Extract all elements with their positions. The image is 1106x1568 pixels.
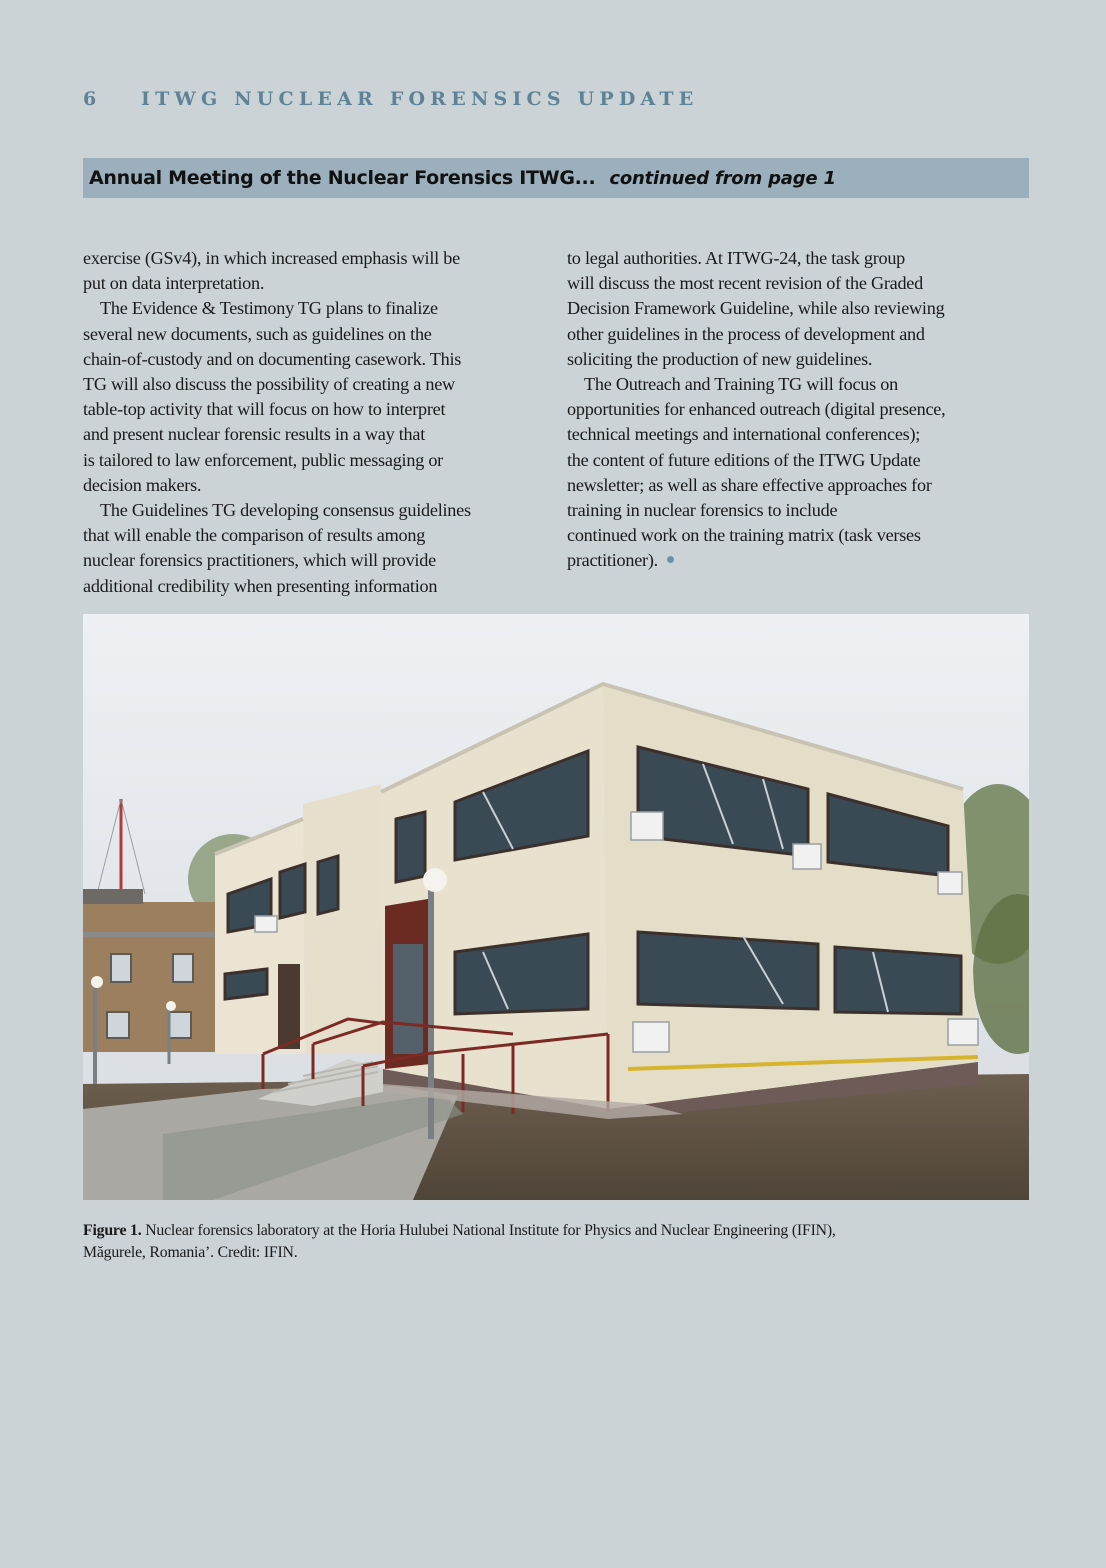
text-line: continued work on the training matrix (task verses [567,525,921,546]
right-text-column [567,246,1037,574]
text-line: that will enable the comparison of results among [83,525,426,546]
paragraph-start-line: The Evidence & Testimony TG plans to finalize [100,298,438,319]
text-line: newsletter; as well as share effective approaches for [567,474,932,495]
section-title: Annual Meeting of the Nuclear Forensics ITWG... [89,167,596,189]
text-line: soliciting the production of new guidelines. [567,348,873,369]
end-of-article-marker [667,556,674,563]
paragraph-start-line: The Outreach and Training TG will focus on [584,374,898,395]
last-line-text: practitioner). [567,550,658,571]
text-line: table-top activity that will focus on how to interpret [83,399,446,420]
publication-title: ITWG NUCLEAR FORENSICS UPDATE [141,88,699,110]
text-line: to legal authorities. At ITWG-24, the task group [567,248,906,268]
page-number: 6 [83,88,97,110]
text-line: technical meetings and international conferences); [567,424,921,445]
text-line: TG will also discuss the possibility of creating a new [83,374,455,395]
text-line: is tailored to law enforcement, public messaging or [83,449,443,470]
text-line: opportunities for enhanced outreach (digital presence, [567,399,946,420]
text-line: training in nuclear forensics to include [567,500,838,521]
caption-line [83,1220,1029,1242]
text-line: additional credibility when presenting information [83,575,438,596]
text-line: will discuss the most recent revision of the Graded [567,273,923,294]
caption-line: Măgurele, Romania’. Credit: IFIN. [83,1243,298,1261]
text-line: the content of future editions of the ITWG Update [567,449,921,470]
figure-label: Figure 1. [83,1222,142,1239]
text-line: chain-of-custody and on documenting casework. This [83,348,462,369]
left-text-column [83,246,553,599]
figure-caption [83,1220,1029,1263]
text-line: other guidelines in the process of development and [567,323,925,344]
text-line: several new documents, such as guidelines on the [83,323,432,344]
text-line: decision makers. [83,474,202,495]
text-line: and present nuclear forensic results in a way that [83,424,426,445]
laboratory-building-photo [83,614,1029,1200]
paragraph-start-line: The Guidelines TG developing consensus guidelines [100,500,471,521]
continued-note: continued from page 1 [609,167,836,189]
text-line: nuclear forensics practitioners, which will provide [83,550,436,571]
text-line [567,548,1037,573]
text-line: exercise (GSv4), in which increased emphasis will be [83,248,460,268]
running-header [83,88,698,110]
section-heading-bar [83,158,1029,198]
text-line: Decision Framework Guideline, while also reviewing [567,298,945,319]
caption-text: Nuclear forensics laboratory at the Horia Hulubei National Institute for Physics and Nuclear Engineering (IFIN), [145,1222,836,1239]
text-line: put on data interpretation. [83,273,265,294]
